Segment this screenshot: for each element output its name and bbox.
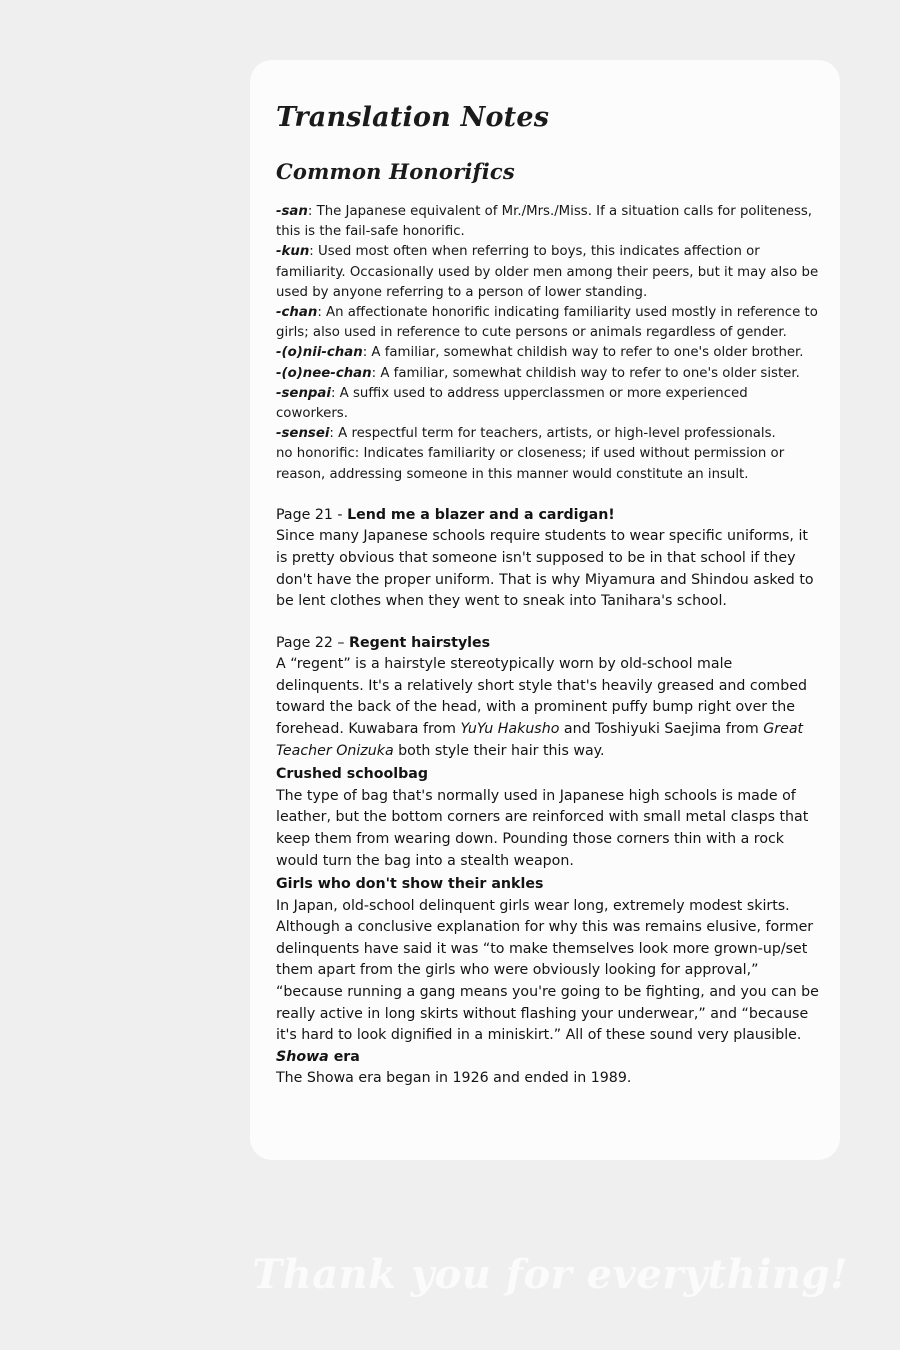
list-item — [276, 202, 821, 242]
note-showa-era — [276, 1047, 821, 1090]
note-body: Since many Japanese schools require students to wear specific uniforms, it is pretty obvious that someone isn't supposed to be in that school if they don't have the proper uniform. That is why Miyamura and Shindou asked to be lent clothes when they went to sneak into Tanihara's school. — [276, 528, 814, 610]
note-page-label: Page 21 - — [276, 506, 348, 523]
list-item — [276, 444, 821, 484]
honorific-term: -sensei — [276, 426, 330, 442]
list-item — [276, 242, 821, 303]
note-body — [276, 654, 821, 762]
honorific-term: -chan — [276, 305, 318, 321]
note-page-21 — [276, 505, 821, 613]
page-title: Translation Notes — [276, 102, 550, 133]
work-title: YuYu Hakusho — [460, 721, 560, 738]
honorific-desc: : A familiar, somewhat childish way to refer to one's older sister. — [371, 365, 800, 381]
honorific-term: no honorific — [276, 446, 355, 462]
note-crushed-schoolbag — [276, 764, 821, 872]
note-body: The Showa era began in 1926 and ended in 1989. — [276, 1070, 632, 1087]
showa-italic: Showa — [276, 1048, 329, 1065]
page-content — [276, 102, 821, 1090]
page-card — [250, 60, 840, 1160]
note-heading-text: Regent hairstyles — [349, 634, 491, 651]
list-item — [276, 364, 821, 384]
work-title: Great Teacher Onizuka — [276, 721, 804, 759]
note-heading-text: Lend me a blazer and a cardigan! — [347, 506, 615, 523]
honorific-term: -(o)nee-chan — [276, 365, 372, 381]
section-heading-honorifics: Common Honorifics — [276, 159, 515, 184]
note-body-part: both style their hair this way. — [393, 742, 605, 759]
note-body-part: and Toshiyuki Saejima from — [559, 721, 764, 738]
honorific-desc: : The Japanese equivalent of Mr./Mrs./Miss. If a situation calls for politeness, this is the fail-safe honorific. — [276, 204, 813, 240]
note-body-part: A “regent” is a hairstyle stereotypically worn by old-school male delinquents. It's a relatively short style that's heavily greased and combed toward the back of the head, with a prominent puffy bump right over the forehead. Kuwabara from — [276, 656, 807, 738]
note-page-label: Page 22 – — [276, 634, 350, 651]
showa-rest: era — [328, 1048, 360, 1065]
note-body: The type of bag that's normally used in Japanese high schools is made of leather, but the bottom corners are reinforced with small metal clasps that keep them from wearing down. Pounding those corners thin with a rock would turn the bag into a stealth weapon. — [276, 787, 809, 869]
honorific-desc: : Indicates familiarity or closeness; if used without permission or reason, addressing someone in this manner would constitute an insult. — [276, 446, 785, 482]
honorific-term: -senpai — [276, 385, 331, 401]
list-item — [276, 384, 821, 424]
footer-message: Thank you for everything! — [252, 1251, 848, 1298]
list-item — [276, 343, 821, 363]
honorific-desc: : Used most often when referring to boys, this indicates affection or familiarity. Occasionally used by older men among their peers, but it may also be used by anyone referring to a person of lower standing. — [276, 244, 819, 300]
honorific-desc: : A familiar, somewhat childish way to refer to one's older brother. — [362, 345, 804, 361]
note-heading — [276, 633, 821, 655]
honorific-term: -kun — [276, 244, 310, 260]
note-heading-text: Crushed schoolbag — [276, 766, 428, 783]
note-girls-ankles — [276, 874, 821, 1047]
honorific-term: -san — [276, 204, 308, 219]
note-heading-text: Girls who don't show their ankles — [276, 876, 544, 893]
honorifics-list — [276, 202, 821, 485]
honorific-desc: : A suffix used to address upperclassmen or more experienced coworkers. — [276, 385, 748, 422]
honorific-desc: : An affectionate honorific indicating familiarity used mostly in reference to girls; also used in reference to cute persons or animals regardless of gender. — [276, 305, 818, 341]
list-item — [276, 424, 821, 444]
list-item — [276, 303, 821, 343]
note-heading-text — [276, 1047, 821, 1069]
note-page-22 — [276, 633, 821, 762]
note-heading — [276, 505, 821, 527]
honorific-term: -(o)nii-chan — [276, 345, 363, 361]
note-body: In Japan, old-school delinquent girls wear long, extremely modest skirts. Although a conclusive explanation for why this was remains elusive, former delinquents have said it was “to make themselves look more grown-up/set them apart from the girls who were obviously looking for approval,” “because running a gang means you're going to be fighting, and you can be really active in long skirts without flashing your underwear,” and “because it's hard to look dignified in a miniskirt.” All of these sound very plausible. — [276, 897, 819, 1044]
honorific-desc: : A respectful term for teachers, artists, or high-level professionals. — [329, 426, 776, 442]
